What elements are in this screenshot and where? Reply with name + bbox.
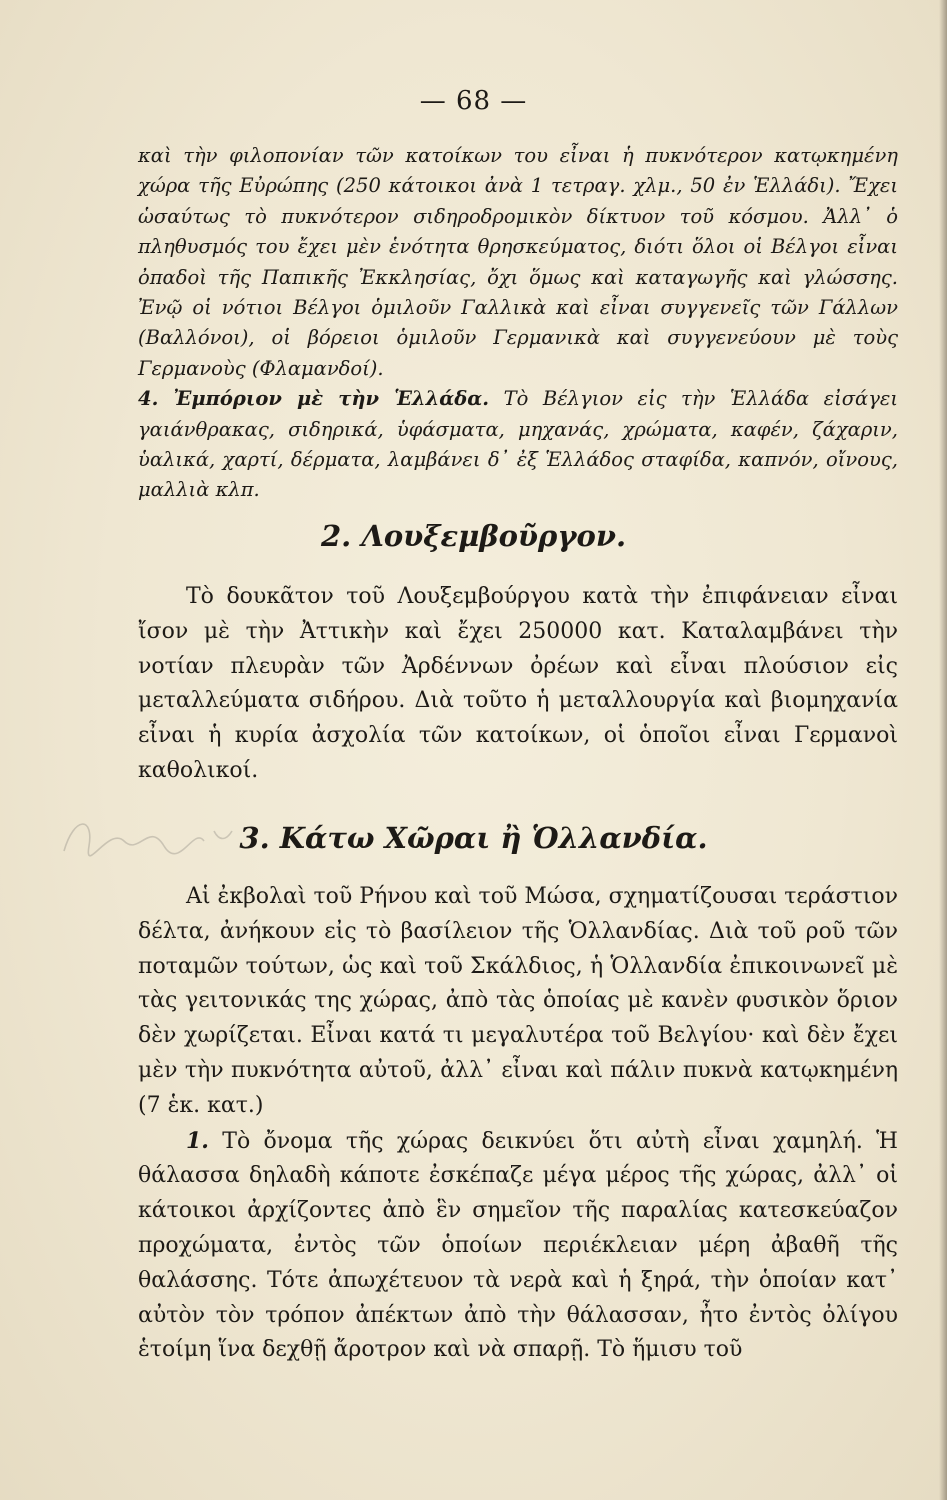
trade-item-text: Τὸ Βέλγιον εἰς τὴν Ἑλλάδα εἰσάγει γαιάνθρακας, σιδηρικά, ὑφάσματα, μηχανάς, χρώματα, καφέν, ζάχαριν, ὑαλικά, χαρτί, δέρματα, λαμβάνει δ᾿ ἐξ Ἑλλάδος σταφίδα, καπνόν, οἴνους, μαλλιὰ κλπ. xyxy=(138,387,898,502)
continued-paragraph: καὶ τὴν φιλοπονίαν τῶν κατοίκων του εἶναι ἡ πυκνότερον κατῳκημένη χώρα τῆς Εὐρώπης (250 κάτοικοι ἀνὰ 1 τετραγ. χλμ., 50 ἐν Ἑλλάδι). Ἔχει ὡσαύτως τὸ πυκνότερον σιδηροδρομικὸν δίκτυον τοῦ κόσμου. Ἀλλ᾿ ὁ πληθυσμός του ἔχει μὲν ἑνότητα θρησκεύματος, διότι ὅλοι οἱ Βέλγοι εἶναι ὀπαδοὶ τῆς Παπικῆς Ἐκκλησίας, ὄχι ὅμως καὶ καταγωγῆς καὶ γλώσσης. Ἐνῷ οἱ νότιοι Βέλγοι ὁμιλοῦν Γαλλικὰ καὶ εἶναι συγγενεῖς τῶν Γάλλων (Βαλλόνοι), οἱ βόρειοι ὁμιλοῦν Γερμανικὰ καὶ συγγενεύουν μὲ τοὺς Γερμανοὺς (Φλαμανδοί). xyxy=(138,144,898,380)
item-1-number: 1. xyxy=(186,1127,209,1154)
netherlands-section xyxy=(138,880,898,1368)
netherlands-heading: 3. Κάτω Χῶραι ἢ Ὁλλανδία. xyxy=(239,821,708,855)
continued-paragraph-block xyxy=(138,141,898,506)
page-number: — 68 — xyxy=(419,86,528,116)
luxembourg-heading: 2. Λουξεμβοῦργον. xyxy=(320,519,627,553)
trade-item-label: 4. Ἐμπόριον μὲ τὴν Ἑλλάδα. xyxy=(138,387,490,411)
item-1-text: Τὸ ὄνομα τῆς χώρας δεικνύει ὅτι αὐτὴ εἶναι χαμηλή. Ἡ θάλασσα δηλαδὴ κάποτε ἐσκέπαζε μέγα μέρος τῆς χώρας, ἀλλ᾿ οἱ κάτοικοι ἀρχίζοντες ἀπὸ ἓν σημεῖον τῆς παραλίας κατεσκεύαζον προχώματα, ἐντὸς τῶν ὁποίων περιέκλειαν μέρη ἀβαθῆ τῆς θαλάσσης. Τότε ἀπωχέτευον τὰ νερὰ καὶ ἡ ξηρά, τὴν ὁποίαν κατ᾿ αὐτὸν τὸν τρόπον ἀπέκτων ἀπὸ τὴν θάλασσαν, ἦτο ἐντὸς ὀλίγου ἑτοίμη ἵνα δεχθῇ ἄροτρον καὶ νὰ σπαρῇ. Τὸ ἥμισυ τοῦ xyxy=(138,1128,898,1363)
netherlands-item-1 xyxy=(138,1124,898,1369)
luxembourg-section xyxy=(138,580,898,789)
page-edge-shadow xyxy=(939,0,947,1500)
trade-paragraph xyxy=(138,384,898,506)
netherlands-paragraph: Αἱ ἐκβολαὶ τοῦ Ρήνου καὶ τοῦ Μώσα, σχηματίζουσαι τεράστιον δέλτα, ἀνήκουν εἰς τὸ βασίλειον τῆς Ὁλλανδίας. Διὰ τοῦ ροῦ τῶν ποταμῶν τούτων, ὡς καὶ τοῦ Σκάλδιος, ἡ Ὁλλανδία ἐπικοινωνεῖ μὲ τὰς γειτονικάς της χώρας, ἀπὸ τὰς ὁποίας μὲ κανὲν φυσικὸν ὅριον δὲν χωρίζεται. Εἶναι κατά τι μεγαλυτέρα τοῦ Βελγίου· καὶ δὲν ἔχει μὲν τὴν πυκνότητα αὐτοῦ, ἀλλ᾿ εἶναι καὶ πάλιν πυκνὰ κατῳκημένη (7 ἑκ. κατ.) xyxy=(138,884,898,1118)
luxembourg-paragraph: Τὸ δουκᾶτον τοῦ Λουξεμβούργου κατὰ τὴν ἐπιφάνειαν εἶναι ἴσον μὲ τὴν Ἀττικὴν καὶ ἔχει 250000 κατ. Καταλαμβάνει τὴν νοτίαν πλευρὰν τῶν Ἀρδέννων ὀρέων καὶ εἶναι πλούσιον εἰς μεταλλεύματα σιδήρου. Διὰ τοῦτο ἡ μεταλλουργία καὶ βιομηχανία εἶναι ἡ κυρία ἀσχολία τῶν κατοίκων, οἱ ὁποῖοι εἶναι Γερμανοὶ καθολικοί. xyxy=(138,584,898,783)
